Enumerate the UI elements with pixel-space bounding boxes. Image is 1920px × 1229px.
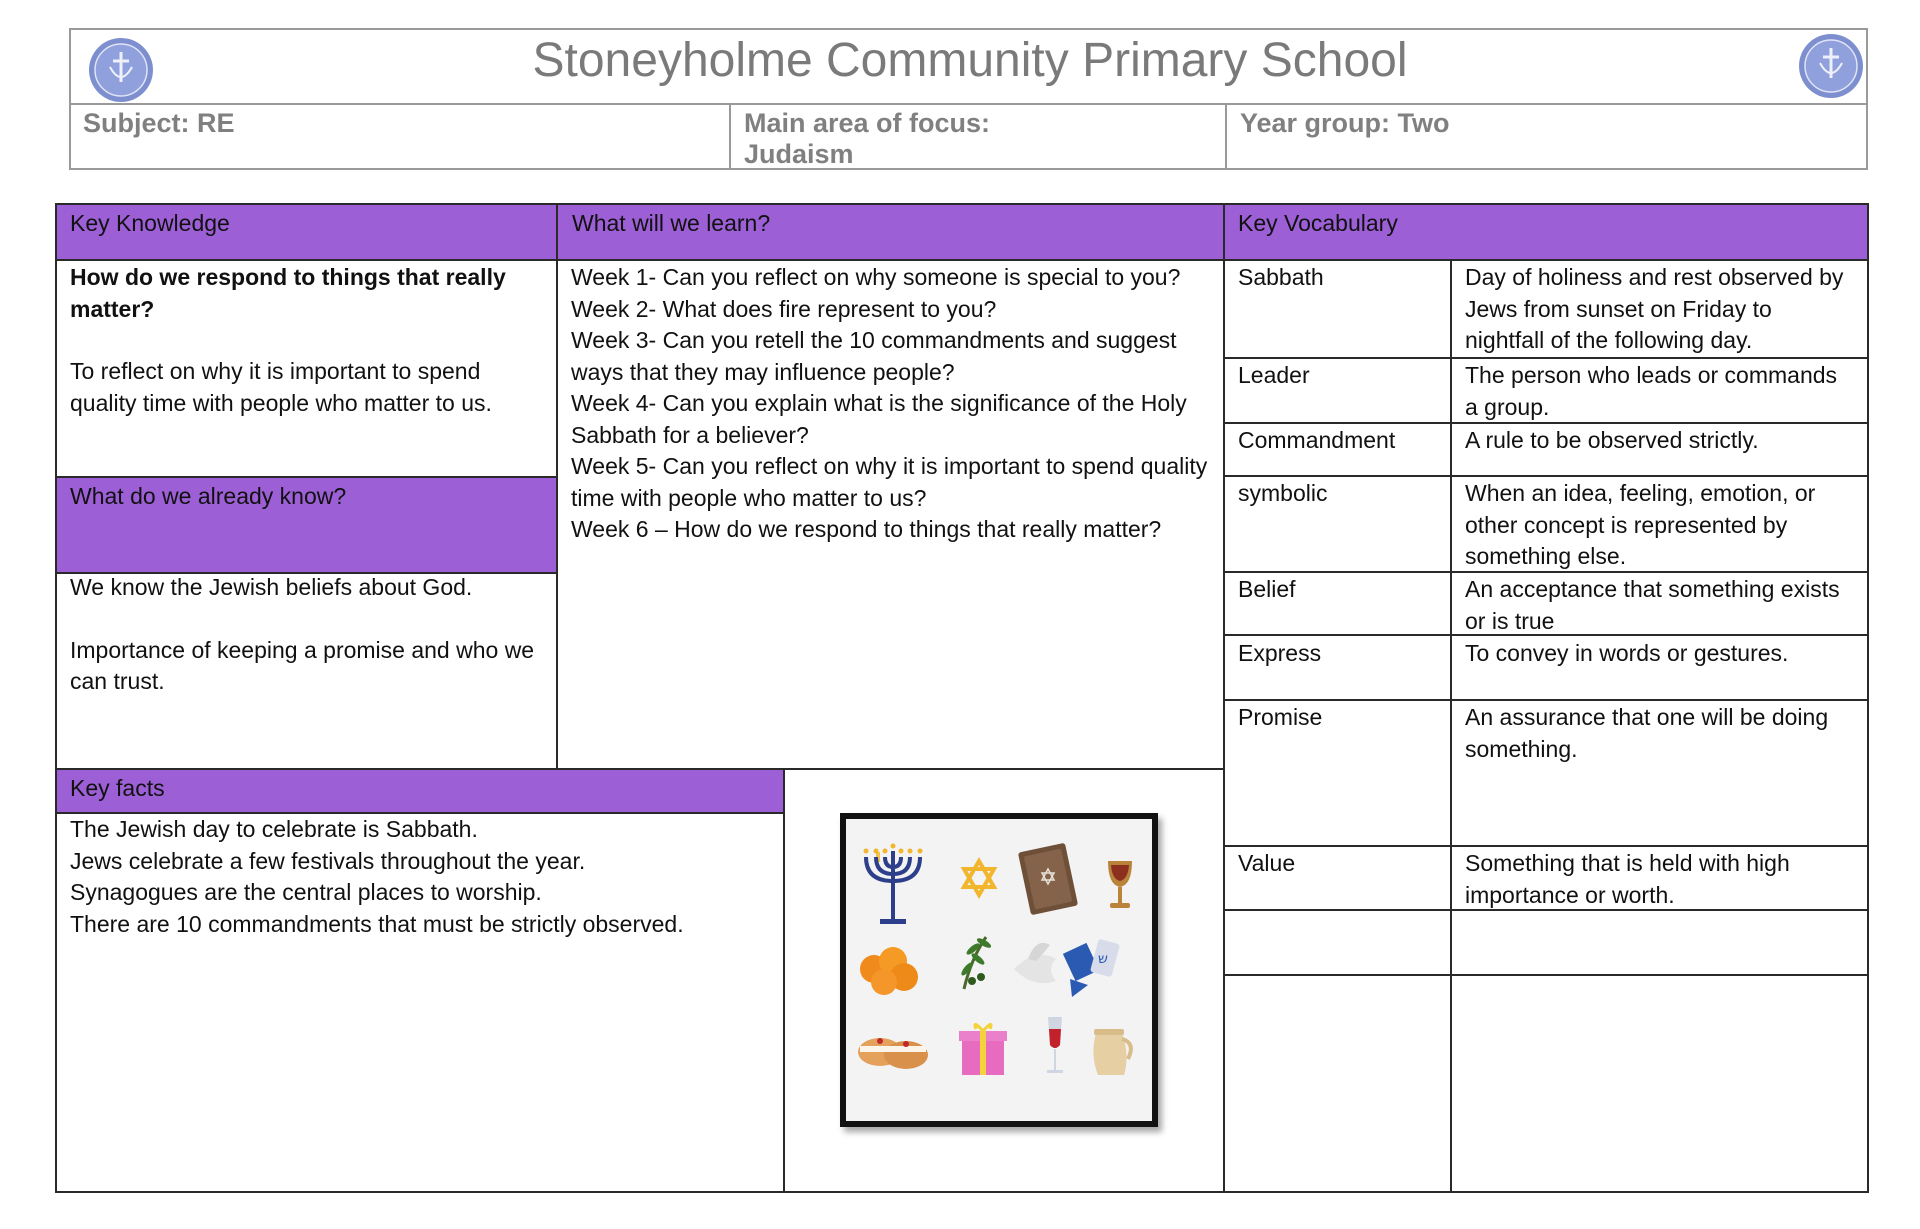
torah-book-icon (1018, 843, 1078, 916)
year-group-label: Year group: Two (1240, 108, 1450, 138)
already-know-heading: What do we already know? (56, 477, 558, 573)
vocab-def-empty (1451, 910, 1867, 914)
already-know-item: We know the Jewish beliefs about God. (70, 574, 473, 600)
vocab-term-belief: Belief (1238, 576, 1296, 602)
svg-text:ש: ש (1098, 951, 1108, 967)
key-fact: Jews celebrate a few festivals throughout the year. (70, 847, 586, 874)
vocab-def-leader: The person who leads or commands a group. (1465, 362, 1838, 420)
focus-line-2: Judaism (744, 139, 854, 169)
vocab-term-value: Value (1238, 850, 1296, 876)
week-5: Week 5- Can you reflect on why it is important to spend quality time with people who matter to us? (571, 453, 1208, 511)
school-name: Stoneyholme Community Primary School (532, 34, 1408, 87)
key-fact: Synagogues are the central places to worship. (70, 879, 542, 905)
key-aim: To reflect on why it is important to spend quality time with people who matter to us. (70, 358, 492, 416)
vocab-def-belief: An acceptance that something exists or is true (1465, 576, 1840, 634)
kiddush-cup-icon (1108, 861, 1132, 908)
week-4: Week 4- Can you explain what is the significance of the Holy Sabbath for a believer? (571, 390, 1187, 448)
dove-icon (1014, 943, 1056, 983)
jewish-symbols-picture (840, 813, 1158, 1127)
vocab-def-express: To convey in words or gestures. (1465, 640, 1789, 666)
week-3: Week 3- Can you retell the 10 commandments and suggest ways that they may influence people? (571, 327, 1177, 385)
olive-branch-icon (960, 936, 993, 989)
menorah-icon (864, 844, 923, 925)
key-fact: There are 10 commandments that must be strictly observed. (70, 910, 684, 937)
key-vocabulary-heading: Key Vocabulary (1224, 204, 1868, 260)
dreidel-icon (1063, 939, 1120, 997)
vocab-def-value: Something that is held with high importance or worth. (1465, 850, 1790, 908)
week-2: Week 2- What does fire represent to you? (571, 295, 997, 322)
already-know-item: Importance of keeping a promise and who we can trust. (70, 636, 535, 694)
vocab-term-empty (1224, 910, 1450, 914)
week-6: Week 6 – How do we respond to things that really matter? (571, 516, 1162, 542)
vocab-def-symbolic: When an idea, feeling, emotion, or other concept is represented by something else. (1465, 480, 1816, 569)
vocab-term-promise: Promise (1238, 704, 1323, 730)
vocab-term-sabbath: Sabbath (1238, 264, 1324, 290)
focus-line-1: Main area of focus: (744, 108, 991, 138)
vocab-term-empty (1224, 976, 1450, 980)
vocab-def-sabbath: Day of holiness and rest observed by Jews from sunset on Friday to nightfall of the following day. (1465, 264, 1844, 353)
key-fact: The Jewish day to celebrate is Sabbath. (70, 816, 478, 842)
vocab-term-leader: Leader (1238, 362, 1310, 388)
key-question: How do we respond to things that really matter? (70, 264, 506, 322)
key-knowledge-body (70, 262, 540, 419)
key-knowledge-heading: Key Knowledge (56, 204, 558, 260)
vocab-term-express: Express (1238, 640, 1322, 666)
weeks-list (571, 262, 1211, 546)
gift-icon (959, 1024, 1007, 1075)
what-learn-heading: What will we learn? (558, 204, 1224, 260)
vocab-def-promise: An assurance that one will be doing something. (1465, 704, 1829, 762)
subject-label: Subject: RE (83, 108, 235, 138)
star-of-david-icon (964, 861, 994, 895)
key-facts-heading: Key facts (56, 769, 784, 813)
vocab-term-symbolic: symbolic (1238, 480, 1328, 506)
doughnuts-icon (858, 1038, 928, 1069)
already-know-body (70, 572, 540, 698)
vocab-term-commandment: Commandment (1238, 427, 1396, 453)
week-1: Week 1- Can you reflect on why someone is special to you? (571, 264, 1181, 290)
vocab-def-empty (1451, 976, 1867, 980)
vocab-def-commandment: A rule to be observed strictly. (1465, 427, 1759, 453)
focus-label (744, 108, 1204, 170)
jug-icon (1093, 1029, 1130, 1075)
oranges-icon (860, 947, 918, 995)
wine-glass-icon (1047, 1017, 1063, 1073)
key-facts-list (70, 814, 770, 940)
